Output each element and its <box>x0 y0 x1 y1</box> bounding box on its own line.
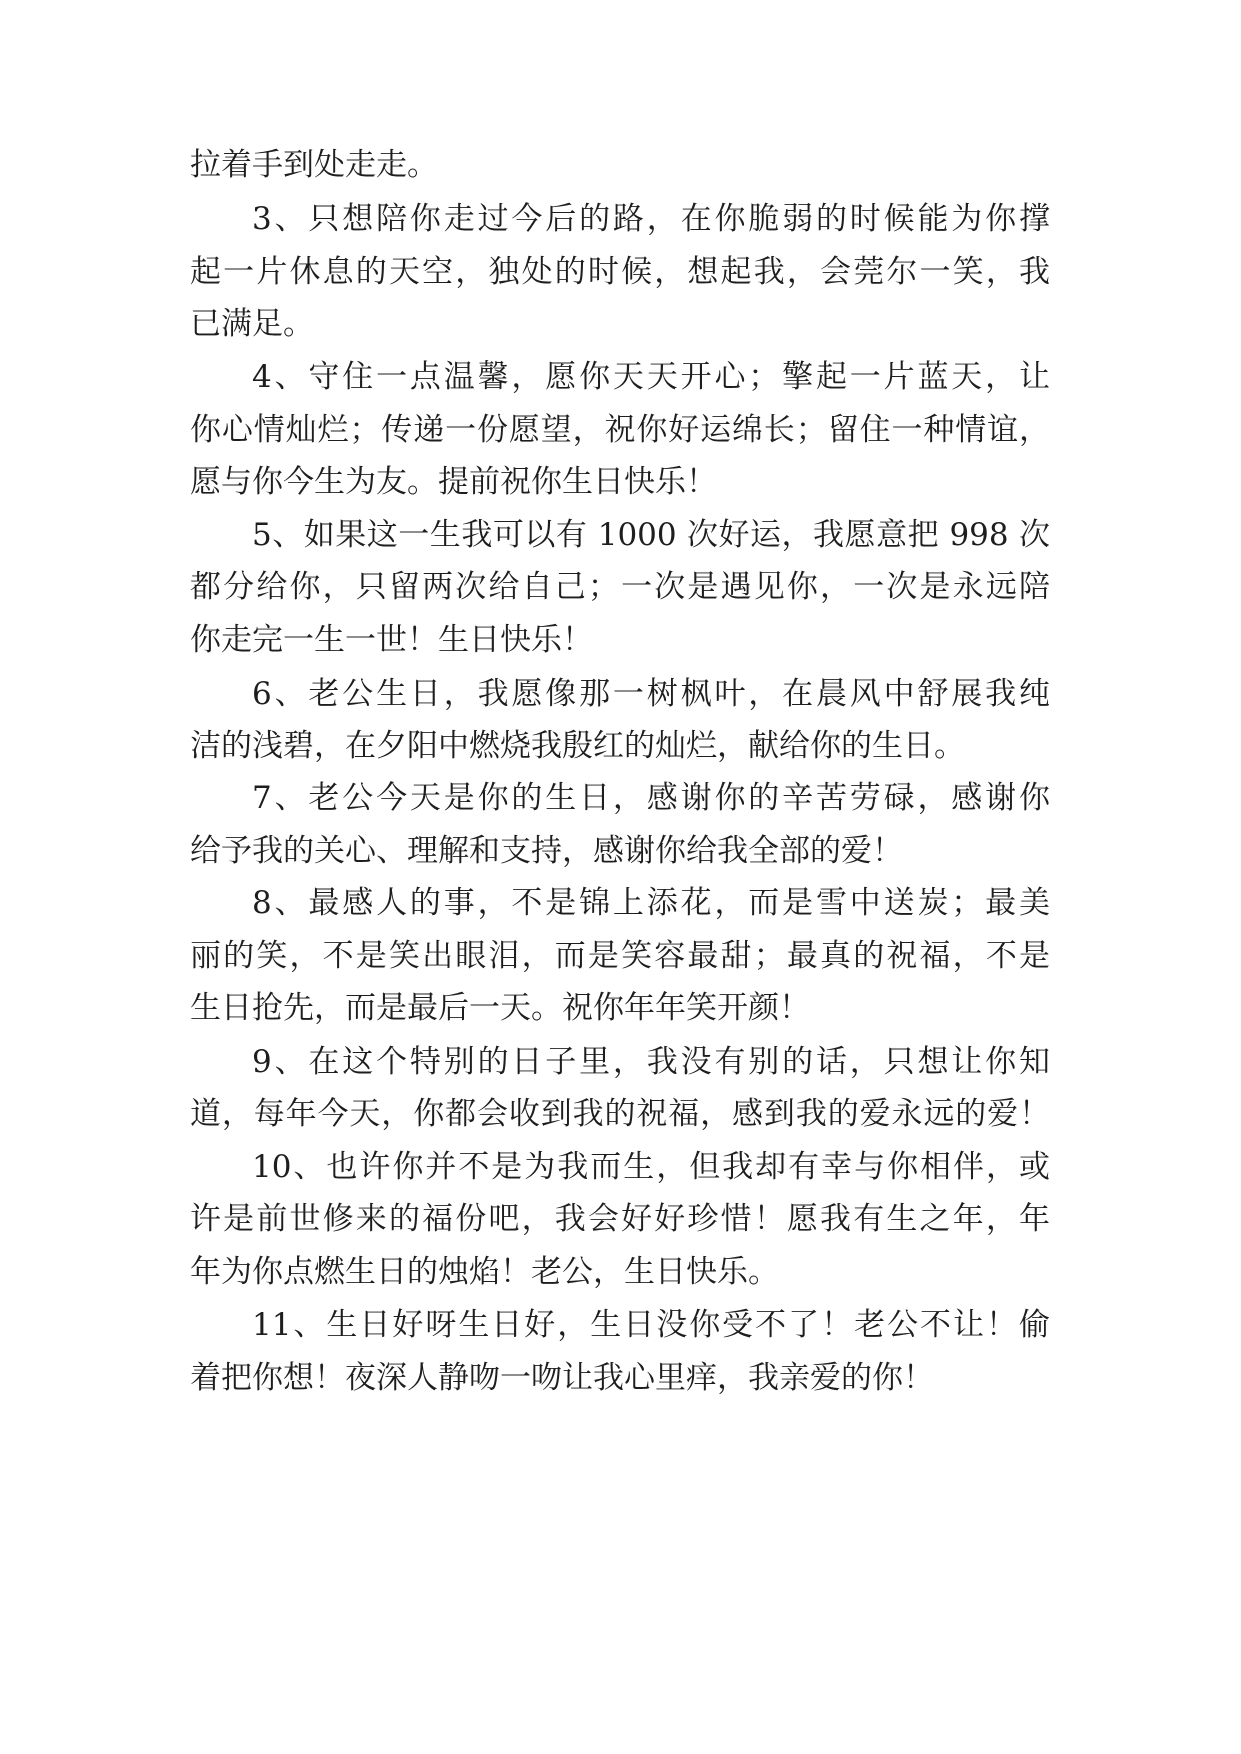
text-line: 年为你点燃生日的烛焰！老公，生日快乐。 <box>190 1254 779 1290</box>
text-line: 给予我的关心、理解和支持，感谢你给我全部的爱！ <box>190 833 903 869</box>
paragraph-6-first-line: 6、老公生日，我愿像那一树枫叶，在晨风中舒展我纯 <box>252 676 1050 712</box>
text-line: 着把你想！夜深人静吻一吻让我心里痒，我亲爱的你！ <box>190 1360 934 1396</box>
paragraph-8-first-line: 8、最感人的事，不是锦上添花，而是雪中送炭；最美 <box>252 885 1050 921</box>
text-line: 愿与你今生为友。提前祝你生日快乐！ <box>190 464 717 500</box>
text-line: 许是前世修来的福份吧，我会好好珍惜！愿我有生之年，年 <box>190 1201 1050 1237</box>
text-line: 你走完一生一世！生日快乐！ <box>190 622 593 658</box>
text-line: 洁的浅碧，在夕阳中燃烧我殷红的灿烂，献给你的生日。 <box>190 728 965 764</box>
paragraph-5-first-line: 5、如果这一生我可以有 1000 次好运，我愿意把 998 次 <box>252 517 1050 553</box>
paragraph-10-first-line: 10、也许你并不是为我而生，但我却有幸与你相伴，或 <box>252 1149 1050 1185</box>
text-line: 生日抢先，而是最后一天。祝你年年笑开颜！ <box>190 990 810 1026</box>
paragraph-9-first-line: 9、在这个特别的日子里，我没有别的话，只想让你知 <box>252 1044 1050 1080</box>
paragraph-7-first-line: 7、老公今天是你的生日，感谢你的辛苦劳碌，感谢你 <box>252 780 1050 816</box>
text-line: 丽的笑，不是笑出眼泪，而是笑容最甜；最真的祝福，不是 <box>190 938 1050 974</box>
text-line: 你心情灿烂；传递一份愿望，祝你好运绵长；留住一种情谊， <box>190 412 1050 448</box>
paragraph-3-first-line: 3、只想陪你走过今后的路，在你脆弱的时候能为你撑 <box>252 201 1050 237</box>
text-line: 起一片休息的天空，独处的时候，想起我，会莞尔一笑，我 <box>190 254 1050 290</box>
text-line: 都分给你，只留两次给自己；一次是遇见你，一次是永远陪 <box>190 569 1050 605</box>
paragraph-11-first-line: 11、生日好呀生日好，生日没你受不了！老公不让！偷 <box>252 1307 1050 1343</box>
text-line: 已满足。 <box>190 306 314 342</box>
text-line: 道，每年今天，你都会收到我的祝福，感到我的爱永远的爱！ <box>190 1096 1050 1132</box>
text-line: 拉着手到处走走。 <box>190 147 438 183</box>
paragraph-4-first-line: 4、守住一点温馨，愿你天天开心；擎起一片蓝天，让 <box>252 359 1050 395</box>
